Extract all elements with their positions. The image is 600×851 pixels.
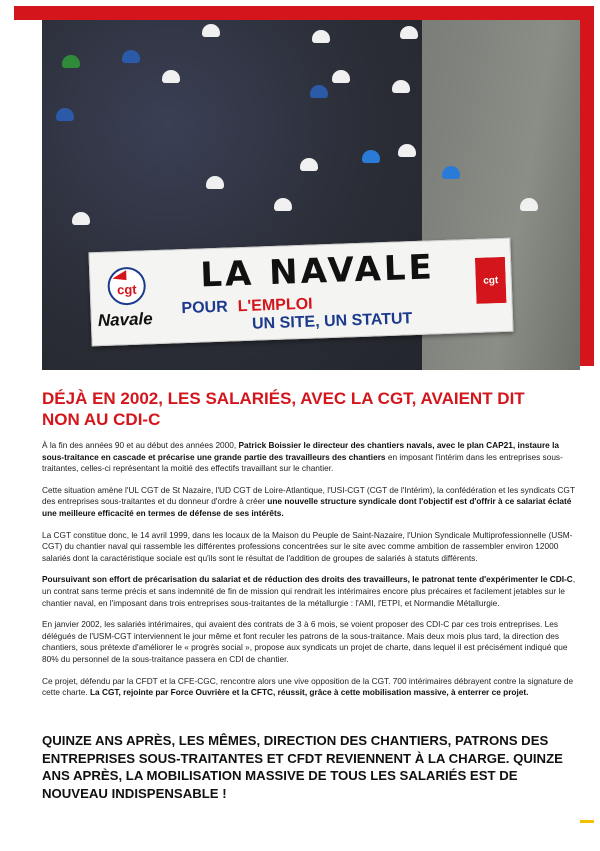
- blue-helmet-icon: [362, 150, 380, 163]
- white-helmet-icon: [162, 70, 180, 83]
- cgt-logo-icon: [102, 265, 161, 307]
- p1-text-c: en imposant l'intérim dans les entreprises sous-traitantes, celles-ci représentant la moitié des effectifs travaillant sur le chantier.: [42, 451, 563, 474]
- cgt-right-logo-text: cgt: [483, 275, 499, 287]
- cgt-logo-text: cgt: [116, 281, 137, 298]
- white-helmet-icon: [274, 198, 292, 211]
- white-helmet-icon: [300, 158, 318, 171]
- p6-text-bold: La CGT, rejointe par Force Ouvrière et la CFTC, réussit, grâce à cette mobilisation massive, à enterrer ce projet.: [89, 687, 529, 698]
- p6-text-a: Ce projet, défendu par la CFDT et la CFE-CGC, rencontre alors une vive opposition de la CGT. 700 intérimaires débrayent contre la signature de cette charte.: [42, 675, 574, 698]
- banner-emploi: L'EMPLOI: [237, 295, 313, 316]
- banner-navale-caption: Navale: [97, 309, 154, 331]
- p4-text-b: , un contrat sans terme précis et sans indemnité de fin de mission qui rendrait les intérimaires encore plus précaires et facilement jetables sur le chantier naval, en l'imposant dans trois entreprises sous-traitantes de la métallurgie : l'AMI, l'ETPI, et Normandie Métallurgie.: [42, 574, 576, 608]
- blue-helmet-icon: [122, 50, 140, 63]
- closing-statement: QUINZE ANS APRÈS, LES MÊMES, DIRECTION DES CHANTIERS, PATRONS DES ENTREPRISES SOUS-TRAITANTES ET CFDT REVIENNENT À LA CHARGE. QUINZE ANS APRÈS, LA MOBILISATION MASSIVE DE TOUS LES SALARIÉS EST DE NOUVEAU INDISPENSABLE !: [42, 733, 563, 801]
- top-red-bar: [14, 6, 594, 20]
- green-helmet-icon: [62, 55, 80, 68]
- paragraph-5: En janvier 2002, les salariés intérimaires, qui avaient des contrats de 3 à 6 mois, se voient proposer des CDI-C par ces trois entreprises. Les délégués de l'USM-CGT interviennent le jour même et font reculer les patrons de la sous-traitance. Mais deux mois plus tard, la direction des chantiers, sous prétexte d'améliorer le « progrès social », propose aux syndicats un projet de charte, dans lequel il est précisément indiqué que 80% du personnel de la sous-traitance passera en CDI de chantier.: [42, 619, 568, 664]
- white-helmet-icon: [398, 144, 416, 157]
- p2-text-a: Cette situation amène l'UL CGT de St Nazaire, l'UD CGT de Loire-Atlantique, l'USI-CGT (CGT de l'Intérim), la confédération et les syndicats CGT des entreprises sous-traitantes et du donneur d'ordre à créer: [42, 484, 575, 507]
- corner-accent: [580, 820, 594, 823]
- paragraph-4: [42, 574, 582, 609]
- paragraph-3: La CGT constitue donc, le 14 avril 1999, dans les locaux de la Maison du Peuple de Saint-Nazaire, l'Union Syndicale Multiprofessionnelle (USM-CGT) du chantier naval qui rassemble les différentes professions concentrées sur le site avec comme ambition de rassembler environ 12000 salariés dont la caractéristique sociale est qu'ils sont le résultat de l'addition de groupes de salariés à statuts différents.: [42, 529, 573, 563]
- white-helmet-icon: [202, 24, 220, 37]
- white-helmet-icon: [206, 176, 224, 189]
- p1-text-bold: Patrick Boissier le directeur des chantiers navals, avec le plan CAP21, instaure la sous-traitance en cascade et précarise une grande partie des travailleurs des chantiers: [42, 440, 560, 462]
- protest-photo: [42, 20, 580, 370]
- paragraph-2: [42, 485, 582, 520]
- paragraph-6: [42, 676, 582, 699]
- p4-text-bold: Poursuivant son effort de précarisation du salariat et de réduction des droits des travailleurs, le patronat tente d'expérimenter le CDI-C: [42, 574, 573, 585]
- protest-banner: [88, 238, 513, 347]
- article-body: [42, 440, 582, 709]
- blue-helmet-icon: [310, 85, 328, 98]
- white-helmet-icon: [72, 212, 90, 225]
- p1-text-a: À la fin des années 90 et au début des années 2000,: [42, 440, 239, 450]
- banner-pour: POUR: [181, 298, 229, 318]
- white-helmet-icon: [332, 70, 350, 83]
- blue-helmet-icon: [442, 166, 460, 179]
- headline: DÉJÀ EN 2002, LES SALARIÉS, AVEC LA CGT, AVAIENT DIT NON AU CDI-C: [42, 389, 525, 429]
- p2-text-bold: une nouvelle structure syndicale dont l'objectif est d'offrir à ce salariat éclaté une meilleure efficacité en termes de défense de ses intérêts.: [42, 496, 572, 518]
- blue-helmet-icon: [56, 108, 74, 121]
- white-helmet-icon: [520, 198, 538, 211]
- banner-main-text: LA NAVALE: [199, 247, 436, 296]
- banner-site-statut: UN SITE, UN STATUT: [251, 310, 413, 333]
- white-helmet-icon: [400, 26, 418, 39]
- white-helmet-icon: [392, 80, 410, 93]
- cgt-right-logo-icon: [475, 257, 507, 304]
- white-helmet-icon: [312, 30, 330, 43]
- paragraph-1: [42, 440, 582, 475]
- right-red-bar: [580, 6, 594, 366]
